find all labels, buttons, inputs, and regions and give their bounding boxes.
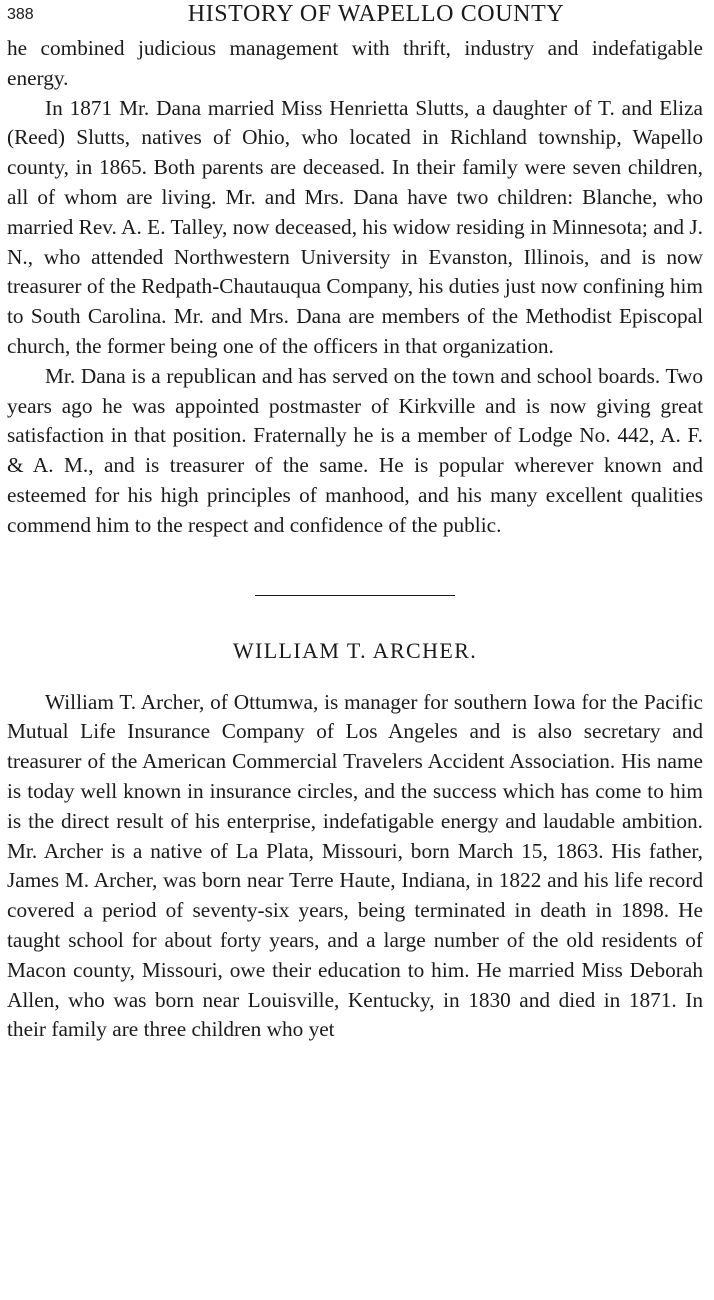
paragraph-marriage: In 1871 Mr. Dana married Miss Henrietta Slutts, a daughter of T. and Eliza (Reed) Slutts, natives of Ohio, who located in Richland township, Wapello county, in 1865. Both parents are deceased. In their family were seven children, all of whom are living. Mr. and Mrs. Dana have two children: Blanche, who married Rev. A. E. Talley, now deceased, his widow residing in Minnesota; and J. N., who attended Northwestern University in Evanston, Illinois, and is now treasurer of the Redpath-Chautauqua Company, his duties just now confining him to South Carolina. Mr. and Mrs. Dana are members of the Methodist Episcopal church, the former being one of the officers in that organization. <box>7 95 703 358</box>
paragraph-continuation: he combined judicious management with thrift, industry and indefatigable energy. <box>7 36 703 90</box>
running-title: HISTORY OF WAPELLO COUNTY <box>187 1 565 27</box>
archer-biography <box>7 688 703 1046</box>
section-title: WILLIAM T. ARCHER. <box>232 637 478 663</box>
page-number: 388 <box>7 6 34 23</box>
dana-biography-continuation <box>7 34 703 541</box>
running-header <box>7 0 703 34</box>
paragraph-archer-intro: William T. Archer, of Ottumwa, is manager for southern Iowa for the Pacific Mutual Life Insurance Company of Los Angeles and is also secretary and treasurer of the American Commercial Travelers Accident Association. His name is today well known in insurance circles, and the success which has come to him is the direct result of his enterprise, indefatigable energy and laudable ambition. Mr. Archer is a native of La Plata, Missouri, born March 15, 1863. His father, James M. Archer, was born near Terre Haute, Indiana, in 1822 and his life record covered a period of seventy-six years, being terminated in death in 1898. He taught school for about forty years, and a large number of the old residents of Macon county, Missouri, owe their education to him. He married Miss Deborah Allen, who was born near Louisville, Kentucky, in 1830 and died in 1871. In their family are three children who yet <box>7 689 703 1042</box>
paragraph-public-service: Mr. Dana is a republican and has served on the town and school boards. Two years ago he was appointed postmaster of Kirkville and is now giving great satisfaction in that position. Fraternally he is a member of Lodge No. 442, A. F. & A. M., and is treasurer of the same. He is popular wherever known and esteemed for his high principles of manhood, and his many excellent qualities commend him to the respect and confidence of the public. <box>7 363 703 537</box>
book-page <box>7 0 703 1045</box>
